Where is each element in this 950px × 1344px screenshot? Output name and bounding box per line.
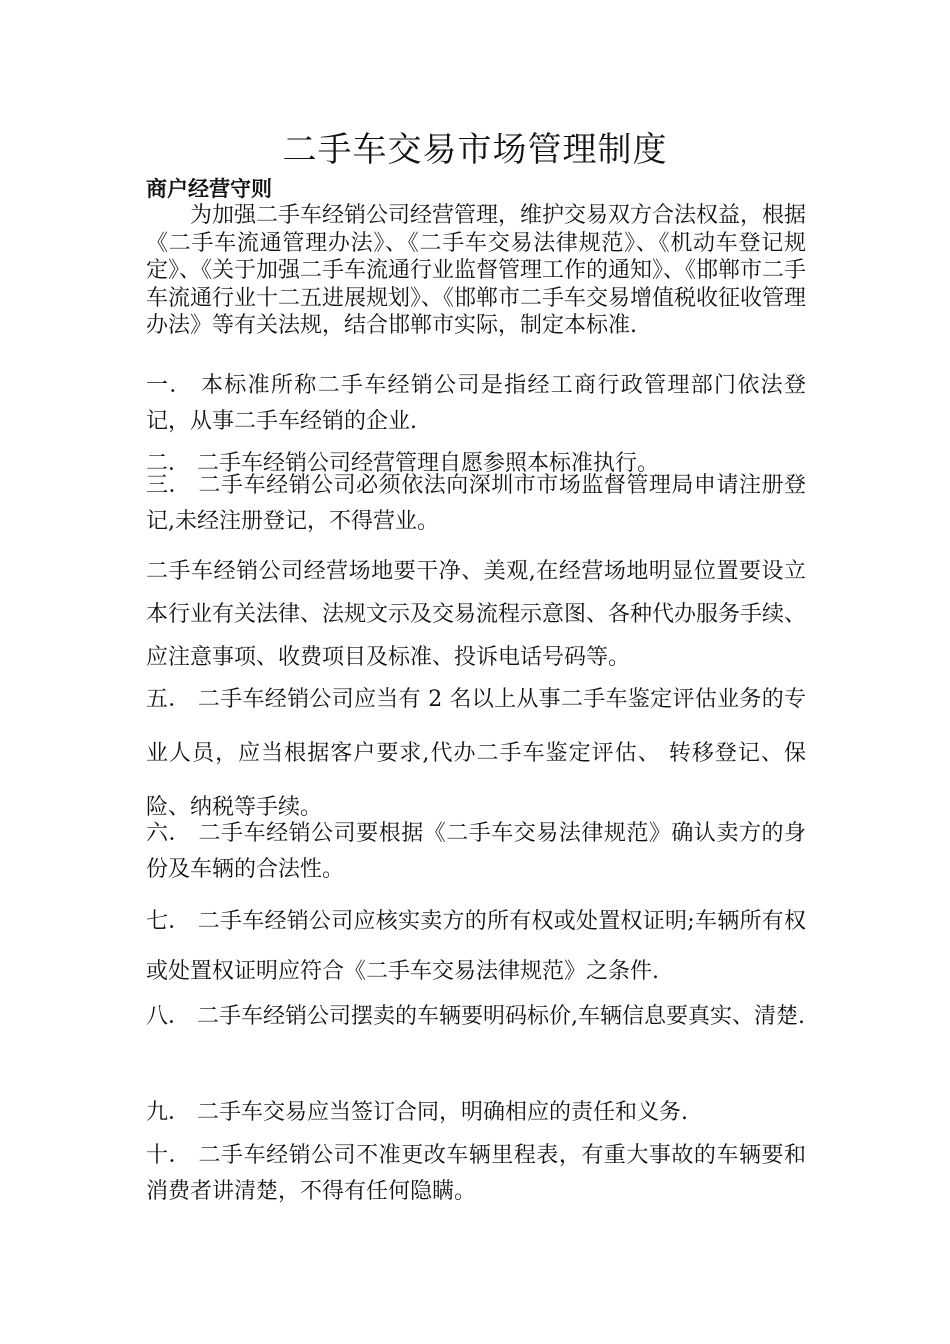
rule-item-9: 九． 二手车交易应当签订合同，明确相应的责任和义务.	[146, 1100, 688, 1125]
rule-item-1: 一． 本标准所称二手车经销公司是指经工商行政管理部门依法登记，从事二手车经销的企业.	[146, 373, 806, 434]
intro-paragraph: 为加强二手车经销公司经营管理，维护交易双方合法权益，根据《二手车流通管理办法》、《二手车交易法律规范》、《机动车登记规定》、《关于加强二手车流通行业监督管理工作的通知》、《邯郸市二手车流通行业十二五进展规划》、《邯郸市二手车交易增值税收征收管理办法》等有关法规，结合邯郸市实际，制定本标准.	[146, 203, 807, 338]
rule-item-2: 二． 二手车经销公司经营管理自愿参照本标准执行。	[146, 451, 659, 476]
rule-item-3: 三． 二手车经销公司必须依法向深圳市市场监督管理局申请注册登记,未经注册登记，不得营业。	[146, 473, 806, 534]
rule-item-6: 六． 二手车经销公司要根据《二手车交易法律规范》确认卖方的身份及车辆的合法性。	[146, 821, 806, 882]
section-title: 商户经营守则	[146, 177, 272, 201]
rule-item-10: 十． 二手车经销公司不准更改车辆里程表，有重大事故的车辆要和消费者讲清楚，不得有任何隐瞒。	[146, 1143, 806, 1204]
rule-item-8: 八． 二手车经销公司摆卖的车辆要明码标价,车辆信息要真实、清楚.	[146, 1004, 805, 1029]
rule-item-4: 二手车经销公司经营场地要干净、美观,在经营场地明显位置要设立本行业有关法律、法规文示及交易流程示意图、各种代办服务手续、应注意事项、收费项目及标准、投诉电话号码等。	[146, 559, 807, 670]
document-title: 二手车交易市场管理制度	[282, 130, 668, 170]
rule-item-5: 五． 二手车经销公司应当有 2 名以上从事二手车鉴定评估业务的专业人员，应当根据客户要求,代办二手车鉴定评估、 转移登记、保险、纳税等手续。	[146, 687, 806, 820]
rule-item-7: 七． 二手车经销公司应核实卖方的所有权或处置权证明;车辆所有权或处置权证明应符合《二手车交易法律规范》之条件.	[146, 909, 806, 984]
